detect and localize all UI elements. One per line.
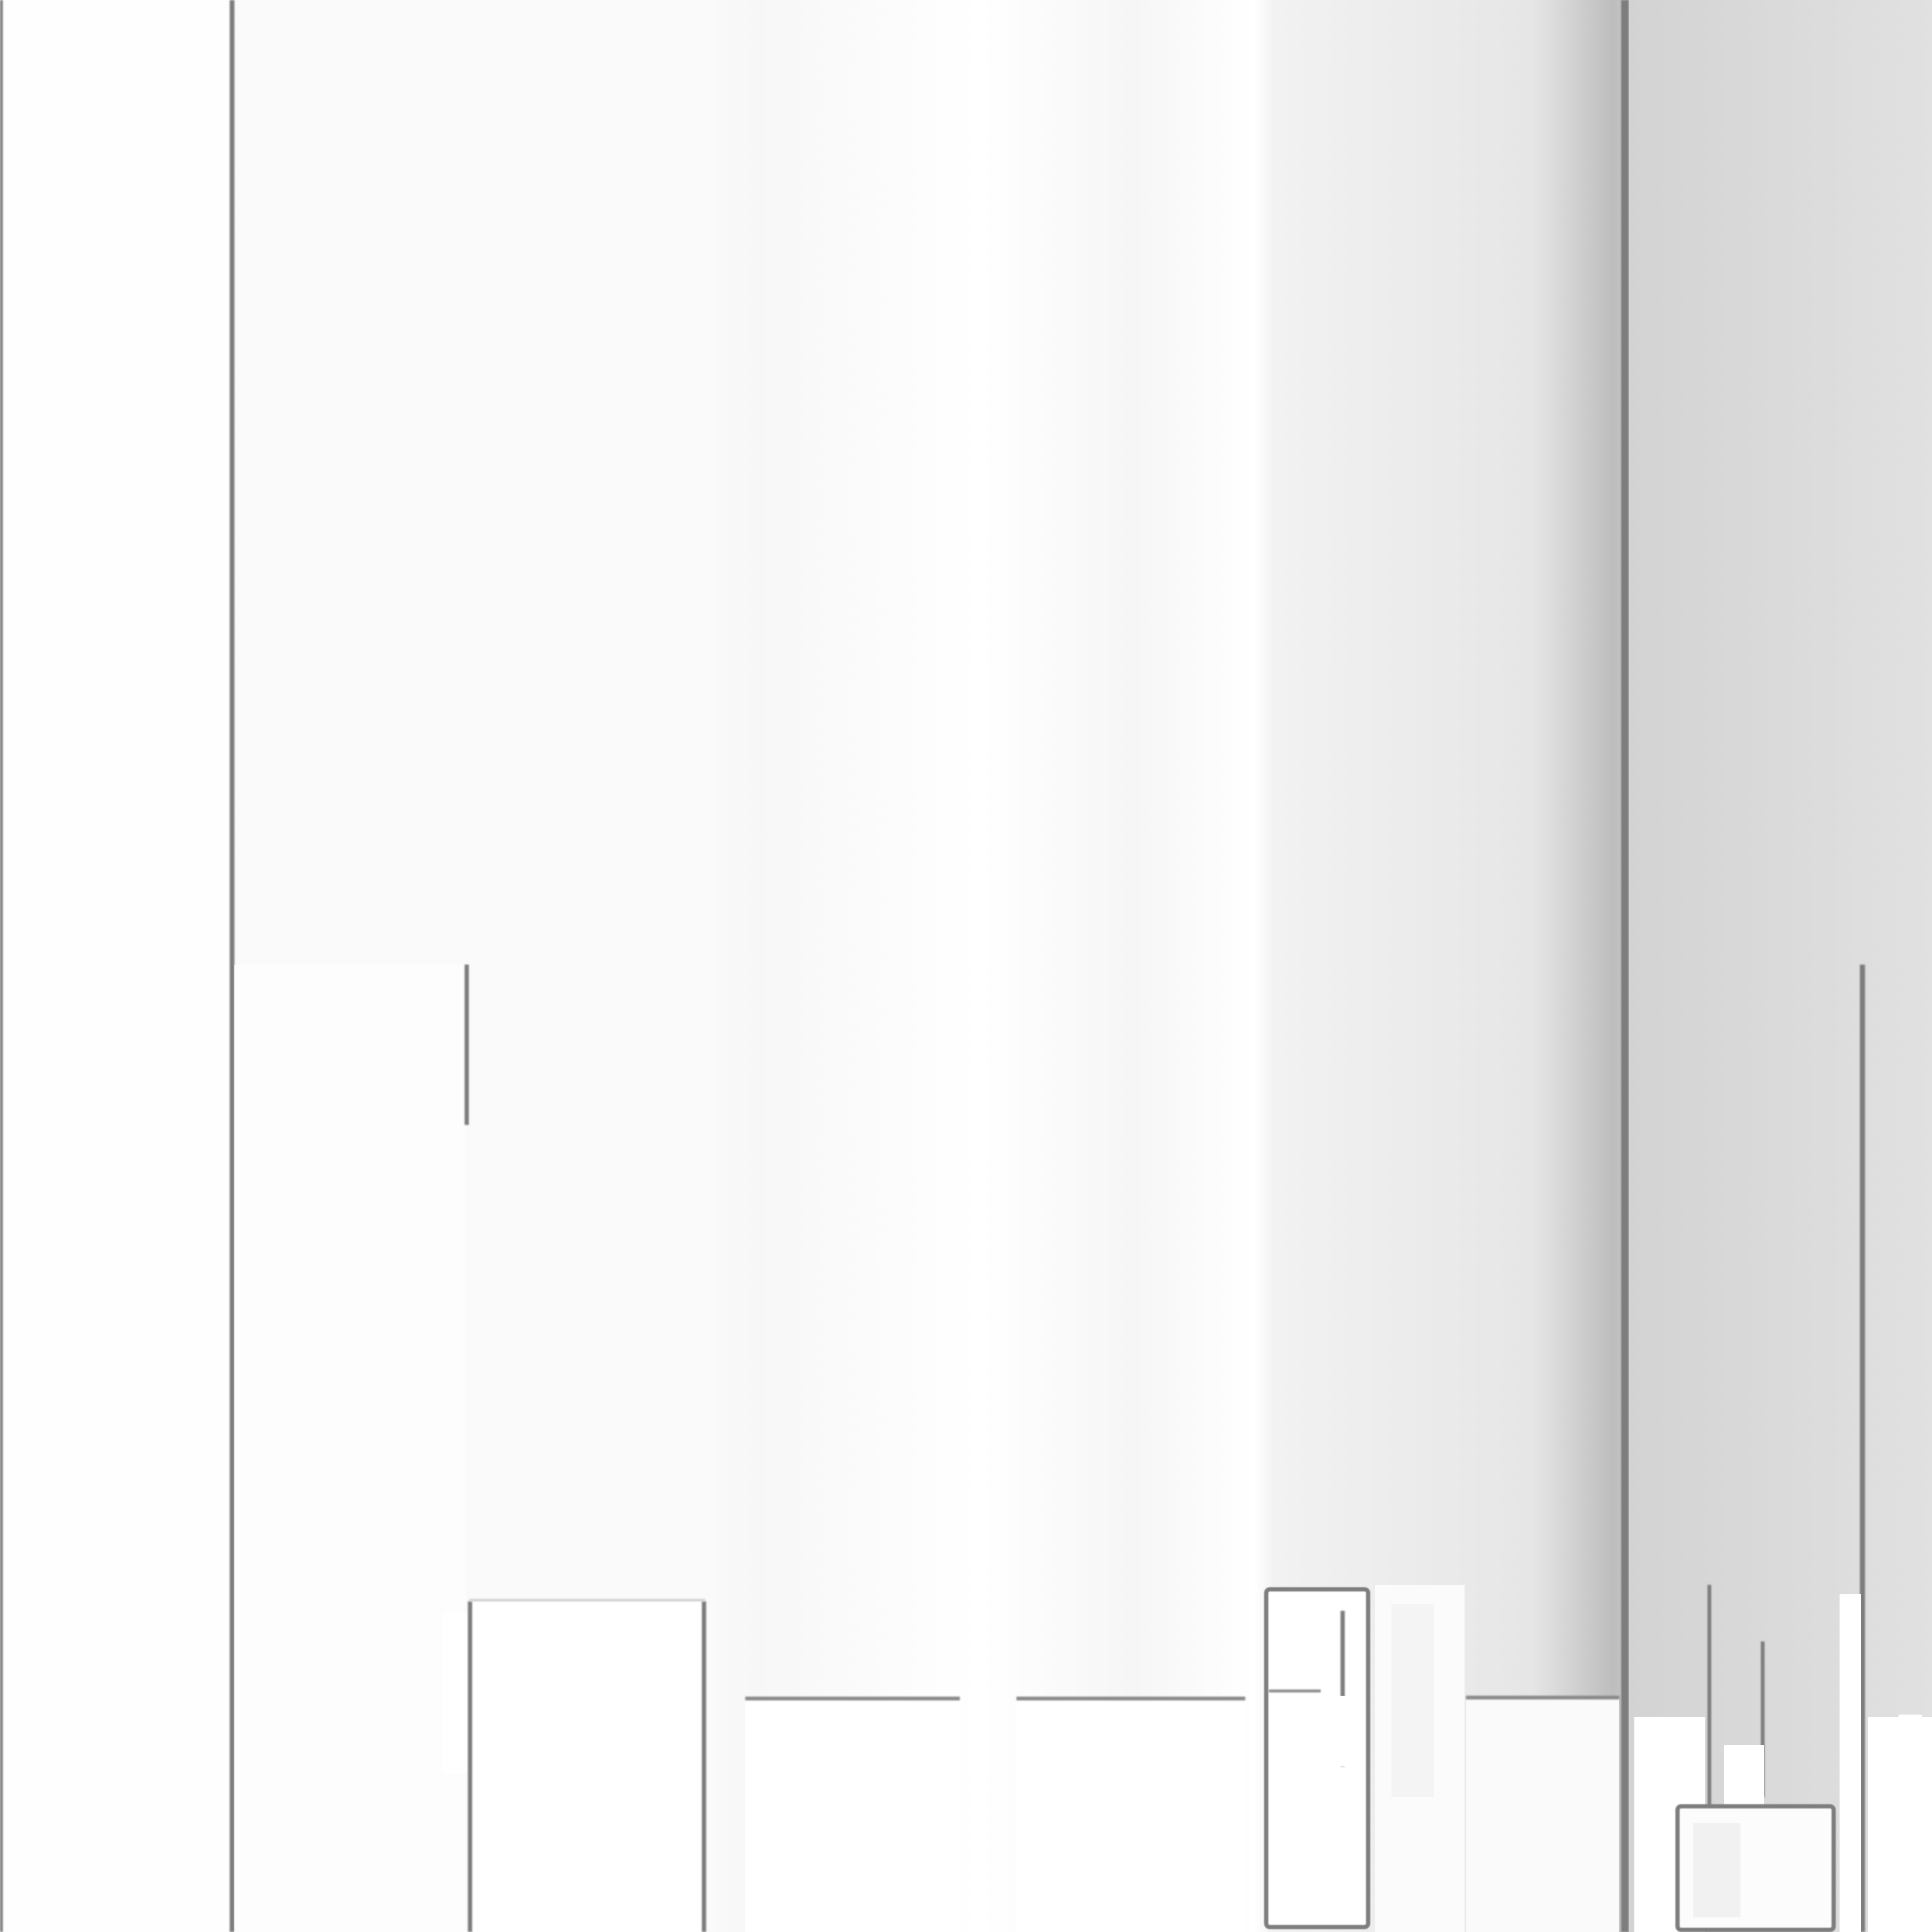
right-panel-block-c [1840, 1594, 1861, 1932]
content-panel-1[interactable] [472, 1601, 703, 1932]
sidebar-divider [230, 0, 234, 1932]
content-panel-2[interactable] [745, 1700, 960, 1932]
content-panel-1-top-border [469, 1599, 705, 1601]
boxed-control-inner-block [1321, 1696, 1349, 1766]
lower-left-panel-divider[interactable] [465, 965, 469, 1125]
right-panel [1629, 0, 1932, 1932]
content-panel-1-right-border [702, 1601, 706, 1932]
column-block-2-top-border [1466, 1696, 1619, 1699]
notch-block [443, 1613, 467, 1774]
column-block-1-inner [1391, 1604, 1434, 1797]
main-right-divider[interactable] [1621, 0, 1629, 1932]
right-panel-block-b [1724, 1745, 1764, 1811]
right-panel-block-e [1899, 1715, 1922, 1785]
left-edge-divider [0, 0, 3, 1932]
content-panel-3-top-border [1016, 1697, 1245, 1700]
right-panel-line-a[interactable] [1707, 1585, 1711, 1821]
right-panel-button-inner [1693, 1823, 1740, 1917]
content-panel-1-left-border [468, 1601, 472, 1932]
left-sidebar [0, 0, 231, 1932]
lower-left-panel [234, 965, 466, 1932]
boxed-control-divider [1269, 1690, 1321, 1692]
boxed-control[interactable] [1264, 1587, 1370, 1929]
column-block-2 [1466, 1698, 1619, 1932]
content-panel-3[interactable] [1016, 1700, 1245, 1932]
content-panel-2-top-border [745, 1697, 960, 1700]
